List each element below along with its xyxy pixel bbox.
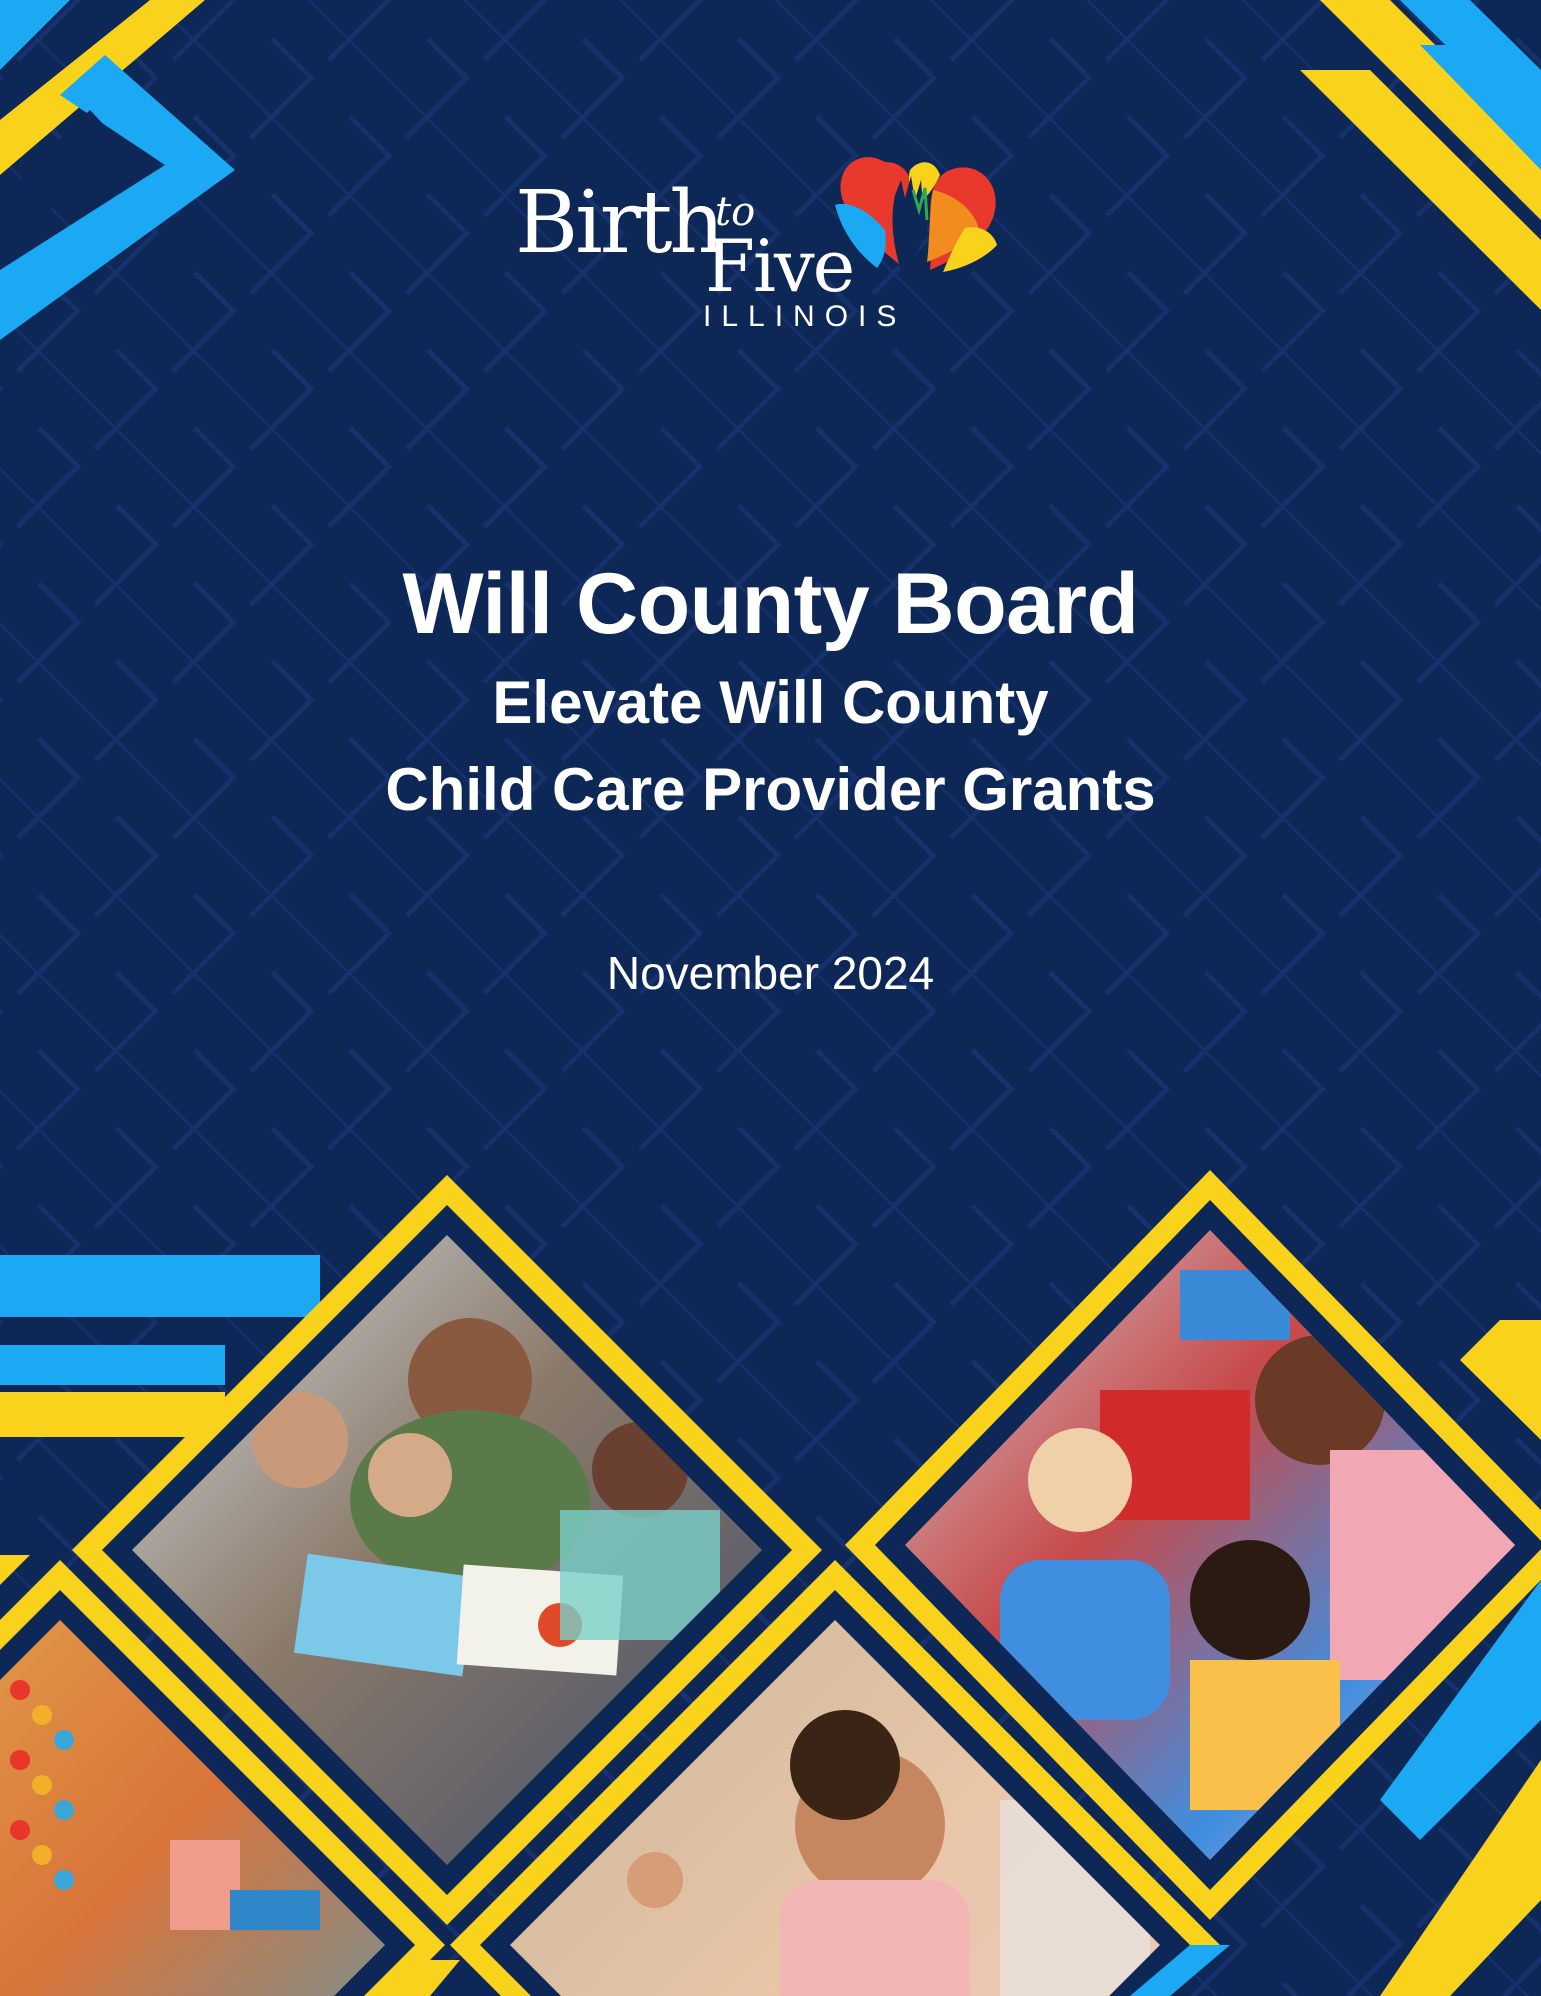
- publication-date: November 2024: [606, 947, 935, 999]
- logo-word-illinois: ILLINOIS: [703, 300, 907, 333]
- page-title: Will County Board: [402, 556, 1139, 652]
- logo-word-birth: Birth: [515, 173, 722, 273]
- logo-word-five: Five: [705, 224, 854, 308]
- birth-to-five-logo: [515, 150, 1015, 340]
- subtitle-line-2: Child Care Provider Grants: [385, 756, 1156, 823]
- hands-heart-icon: [815, 150, 1015, 290]
- subtitle-line-1: Elevate Will County: [492, 669, 1049, 736]
- logo-word-to: to: [715, 189, 756, 235]
